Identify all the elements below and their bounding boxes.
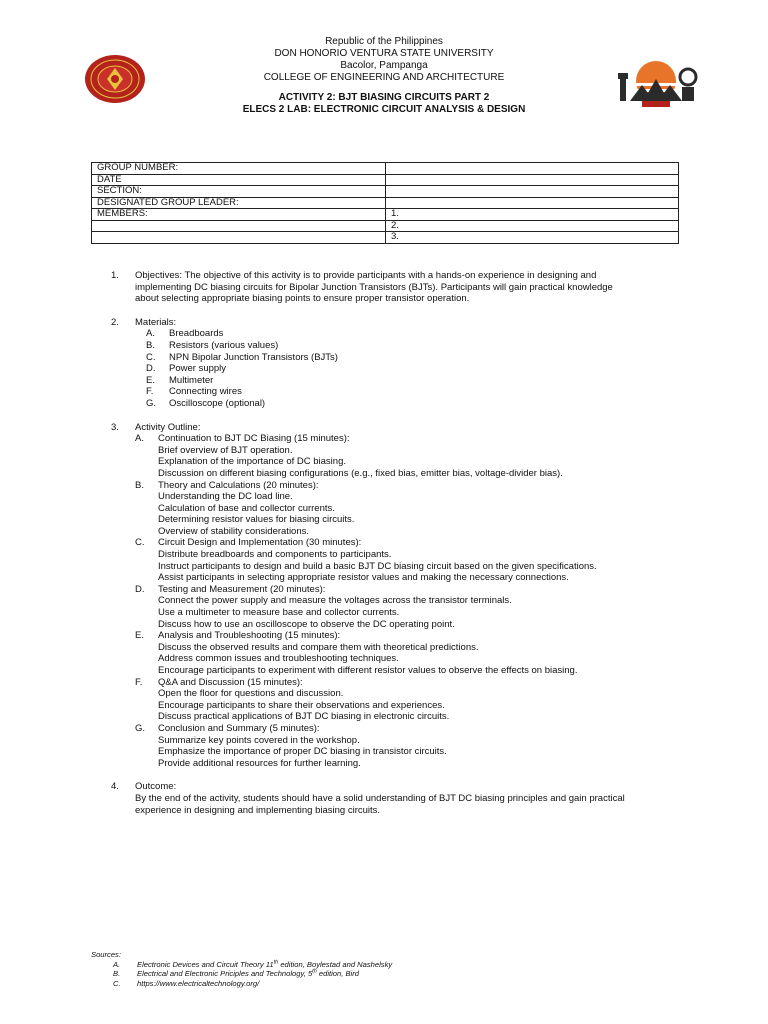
table-row	[92, 186, 679, 198]
outline-item-title: Q&A and Discussion (15 minutes):	[158, 676, 303, 688]
objectives-text: Objectives: The objective of this activity is to provide participants with a hands-on experience in designing and	[135, 270, 597, 281]
outline-section	[111, 422, 671, 770]
field-value	[386, 186, 679, 198]
outline-item	[135, 630, 671, 676]
source-item	[91, 969, 392, 979]
section-number: 1.	[111, 270, 119, 281]
source-item	[91, 960, 392, 970]
outline-item-line: Open the floor for questions and discussion.	[158, 688, 344, 700]
source-text: Electronic Devices and Circuit Theory 11	[137, 959, 274, 969]
outline-item-line: Encourage participants to experiment with different resistor values to observe the effects on biasing.	[158, 665, 578, 676]
objectives-text: implementing DC biasing circuits for Bipolar Junction Transistors (BJTs). Participants will gain practical knowledge	[135, 281, 613, 293]
outline-item-line: Overview of stability considerations.	[158, 525, 310, 537]
outline-item-line: Explanation of the importance of DC biasing.	[158, 456, 346, 468]
item-letter: C.	[135, 537, 145, 549]
list-item	[135, 398, 671, 410]
list-item	[135, 363, 671, 375]
item-letter: E.	[135, 630, 144, 642]
outline-item-line: Connect the power supply and measure the voltages across the transistor terminals.	[158, 595, 512, 607]
item-text: Breadboards	[169, 328, 224, 340]
outline-item-line: Discuss how to use an oscilloscope to observe the DC operating point.	[158, 618, 455, 630]
field-value	[386, 163, 679, 175]
table-row	[92, 163, 679, 175]
source-superscript: th	[273, 959, 279, 966]
course-title: ELECS 2 LAB: ELECTRONIC CIRCUIT ANALYSIS & DESIGN	[242, 104, 526, 115]
sources-section	[91, 950, 392, 988]
outline-item-title: Theory and Calculations (20 minutes):	[158, 479, 319, 491]
field-label: SECTION:	[92, 186, 386, 198]
item-letter: A.	[113, 959, 121, 969]
item-text: Resistors (various values)	[169, 339, 279, 351]
item-text: Oscilloscope (optional)	[169, 397, 266, 409]
item-letter: C.	[146, 351, 156, 363]
sources-heading: Sources:	[91, 950, 121, 959]
field-value	[386, 197, 679, 209]
field-label: MEMBERS:	[92, 209, 386, 221]
header-republic: Republic of the Philippines	[325, 36, 443, 47]
outline-item-line: Instruct participants to design and build a basic BJT DC biasing circuit based on the given specifications.	[158, 560, 597, 572]
outline-item-line: Emphasize the importance of proper DC biasing in transistor circuits.	[158, 746, 447, 758]
outline-item-line: Discuss the observed results and compare them with theoretical predictions.	[158, 641, 479, 653]
field-label: GROUP NUMBER:	[92, 163, 386, 175]
item-letter: C.	[113, 978, 121, 988]
item-text: Power supply	[169, 363, 227, 375]
outline-item-line: Calculation of base and collector currents.	[158, 502, 335, 514]
outline-item	[135, 723, 671, 769]
field-value: 3.	[386, 232, 679, 244]
outcome-text: experience in designing and implementing biasing circuits.	[135, 804, 381, 816]
outcome-text: By the end of the activity, students should have a solid understanding of BJT DC biasing principles and gain practical	[135, 792, 625, 804]
item-text: Multimeter	[169, 374, 214, 386]
table-row	[92, 220, 679, 232]
table-row	[92, 209, 679, 221]
outcome-section	[111, 781, 671, 816]
list-item	[135, 375, 671, 387]
header-college: COLLEGE OF ENGINEERING AND ARCHITECTURE	[263, 72, 505, 83]
item-letter: F.	[135, 676, 143, 688]
item-letter: A.	[146, 328, 155, 340]
field-value	[386, 174, 679, 186]
outline-item	[135, 584, 671, 630]
item-letter: F.	[146, 386, 154, 398]
item-letter: D.	[146, 363, 156, 375]
item-text: NPN Bipolar Junction Transistors (BJTs)	[169, 351, 338, 363]
outline-item-title: Continuation to BJT DC Biasing (15 minutes):	[158, 433, 350, 445]
field-label: DESIGNATED GROUP LEADER:	[92, 197, 386, 209]
document-header	[0, 36, 768, 116]
outline-item-line: Provide additional resources for further learning.	[158, 757, 361, 769]
outline-item-line: Distribute breadboards and components to participants.	[158, 549, 392, 561]
item-letter: B.	[146, 339, 155, 351]
activity-title: ACTIVITY 2: BJT BIASING CIRCUITS PART 2	[278, 92, 490, 103]
outline-item	[135, 480, 671, 538]
outline-item-line: Address common issues and troubleshooting techniques.	[158, 653, 399, 665]
field-label	[92, 232, 386, 244]
outline-item-line: Use a multimeter to measure base and collector currents.	[158, 607, 400, 619]
item-letter: A.	[135, 433, 144, 445]
materials-section	[111, 317, 671, 410]
list-item	[135, 386, 671, 398]
outline-item-line: Determining resistor values for biasing circuits.	[158, 514, 355, 526]
outline-item-line: Summarize key points covered in the workshop.	[158, 734, 360, 746]
source-text: https://www.electricaltechnology.org/	[137, 978, 260, 988]
table-row	[92, 197, 679, 209]
outline-heading: Activity Outline:	[135, 421, 201, 433]
item-letter: E.	[146, 374, 155, 386]
outline-item-line: Encourage participants to share their observations and experiences.	[158, 699, 445, 711]
field-label: DATE	[92, 174, 386, 186]
header-address: Bacolor, Pampanga	[340, 60, 428, 71]
list-item	[135, 340, 671, 352]
item-letter: G.	[146, 397, 157, 409]
table-row	[92, 232, 679, 244]
source-text-rest: edition, Boylestad and Nashelsky	[278, 959, 393, 969]
activity-content	[111, 270, 671, 816]
source-text: Electrical and Electronic Priciples and Technology, 5	[137, 969, 313, 979]
header-university: DON HONORIO VENTURA STATE UNIVERSITY	[274, 48, 494, 59]
item-letter: G.	[135, 722, 146, 734]
outline-item-title: Testing and Measurement (20 minutes):	[158, 583, 326, 595]
list-item	[135, 328, 671, 340]
outline-item	[135, 433, 671, 479]
objectives-section	[111, 270, 671, 305]
outline-item-title: Conclusion and Summary (5 minutes):	[158, 722, 320, 734]
outline-item-line: Discussion on different biasing configurations (e.g., fixed bias, emitter bias, voltage-divider bias).	[158, 467, 563, 479]
source-item	[91, 979, 392, 989]
outline-item-line: Understanding the DC load line.	[158, 491, 293, 503]
item-text: Connecting wires	[169, 386, 242, 398]
field-label	[92, 220, 386, 232]
outline-item-title: Circuit Design and Implementation (30 minutes):	[158, 537, 362, 549]
materials-heading: Materials:	[135, 316, 177, 328]
section-number: 2.	[111, 316, 119, 328]
source-superscript: th	[312, 968, 317, 975]
section-number: 3.	[111, 421, 119, 433]
section-number: 4.	[111, 781, 119, 793]
outcome-heading: Outcome:	[135, 781, 177, 793]
item-letter: D.	[135, 583, 145, 595]
objectives-text: about selecting appropriate biasing points to ensure proper transistor operation.	[135, 293, 470, 305]
outline-item-line: Assist participants in selecting appropriate resistor values and making the necessary connections.	[158, 572, 569, 584]
item-letter: B.	[135, 479, 144, 491]
source-text-rest: edition, Bird	[316, 969, 359, 979]
outline-item	[135, 537, 671, 583]
outline-item-line: Discuss practical applications of BJT DC biasing in electronic circuits.	[158, 711, 450, 723]
list-item	[135, 352, 671, 364]
field-value: 2.	[386, 220, 679, 232]
outline-item-line: Brief overview of BJT operation.	[158, 444, 293, 456]
field-value: 1.	[386, 209, 679, 221]
table-row	[92, 174, 679, 186]
outline-item	[135, 677, 671, 723]
group-info-table	[91, 162, 679, 244]
item-letter: B.	[113, 969, 121, 979]
outline-item-title: Analysis and Troubleshooting (15 minutes):	[158, 630, 341, 642]
